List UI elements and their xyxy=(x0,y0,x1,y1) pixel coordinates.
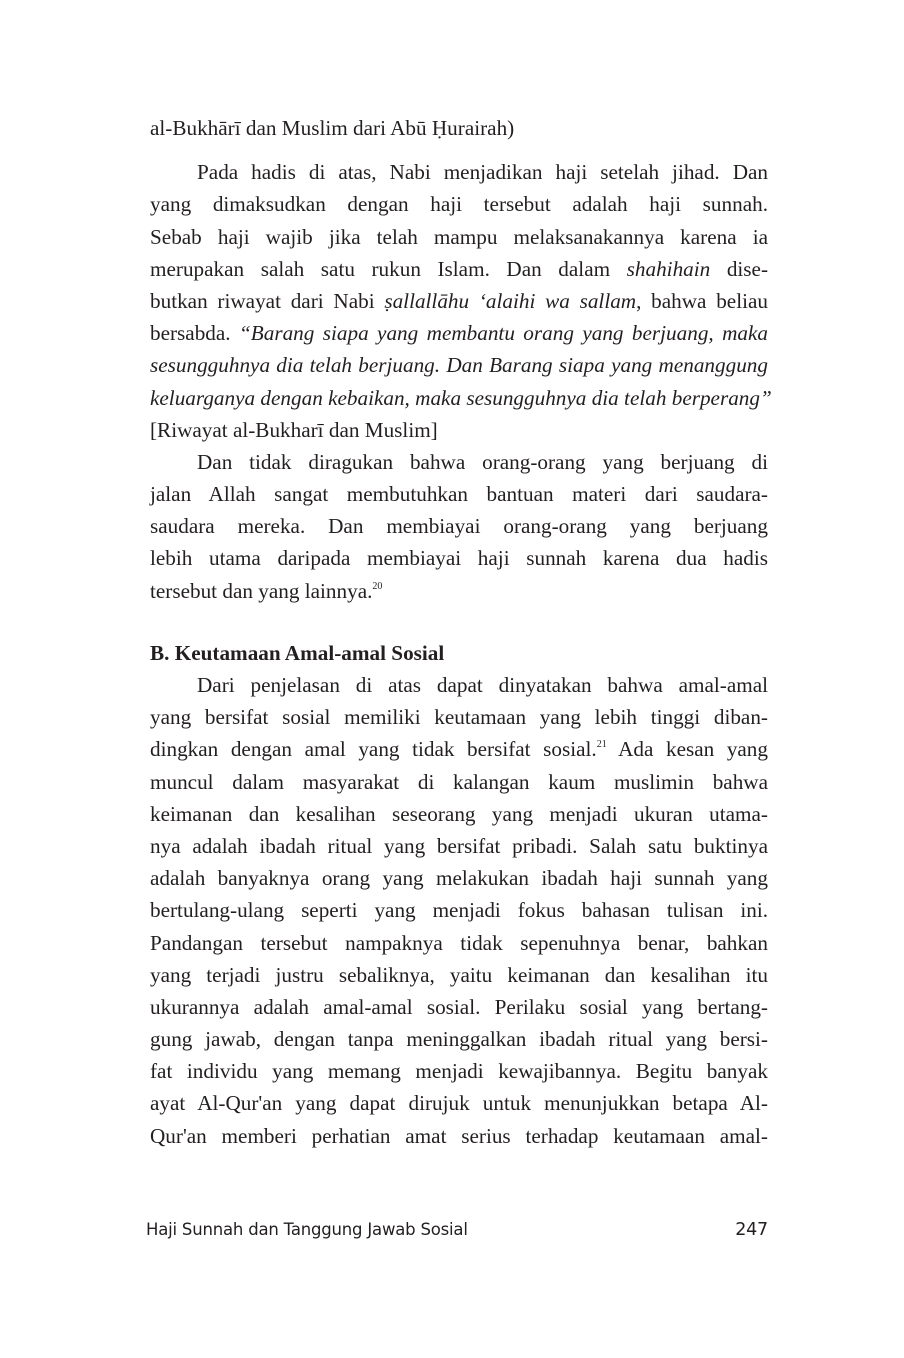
italic-quote: sesungguhnya dia telah berjuang. Dan Barang siapa yang menanggung xyxy=(150,353,768,378)
text-line xyxy=(150,253,768,285)
text-line: ayat Al-Qur'an yang dapat dirujuk untuk menunjukkan betapa Al- xyxy=(150,1091,768,1116)
text-line: Dan tidak diragukan bahwa orang-orang yang berjuang di xyxy=(197,449,768,474)
page-body xyxy=(150,112,772,1152)
italic-term: shahihain xyxy=(626,256,711,281)
text-line: fat individu yang memang menjadi kewajibannya. Begitu banyak xyxy=(150,1059,768,1084)
text-line: jalan Allah sangat membutuhkan bantuan materi dari saudara- xyxy=(150,482,768,507)
text-line: keimanan dan kesalihan seseorang yang menjadi ukuran utama- xyxy=(150,801,768,826)
paragraph-gap xyxy=(150,144,768,156)
italic-quote: “Barang siapa yang membantu orang yang berjuang, maka xyxy=(239,321,769,346)
running-title: Haji Sunnah dan Tanggung Jawab Sosial xyxy=(146,1220,468,1239)
text-span: tersebut dan yang lainnya. xyxy=(150,578,373,603)
text-span: butkan riwayat dari Nabi xyxy=(150,288,385,313)
text-line: adalah banyaknya orang yang melakukan ibadah haji sunnah yang xyxy=(150,866,768,891)
text-line: bertulang-ulang seperti yang menjadi fokus bahasan tulisan ini. xyxy=(150,898,768,923)
paragraph-social-deeds xyxy=(150,669,768,1152)
text-line: Sebab haji wajib jika telah mampu melaksanakannya karena ia xyxy=(150,224,768,249)
text-span: dingkan dengan amal yang tidak bersifat sosial. xyxy=(150,737,597,762)
text-span: merupakan salah satu rukun Islam. Dan dalam xyxy=(150,256,627,281)
section-gap xyxy=(150,607,768,637)
text-span: , bahwa beliau xyxy=(636,288,768,313)
text-line: Qur'an memberi perhatian amat serius terhadap keutamaan amal- xyxy=(150,1123,768,1148)
text-line: nya adalah ibadah ritual yang bersifat pribadi. Salah satu buktinya xyxy=(150,833,768,858)
paragraph-hadith-discussion xyxy=(150,156,772,446)
paragraph-funding-fighters xyxy=(150,446,768,607)
text-line: yang bersifat sosial memiliki keutamaan yang lebih tinggi diban- xyxy=(150,705,768,730)
text-line: lebih utama daripada membiayai haji sunnah karena dua hadis xyxy=(150,546,768,571)
text-line: gung jawab, dengan tanpa meninggalkan ibadah ritual yang bersi- xyxy=(150,1027,768,1052)
text-line xyxy=(150,575,768,607)
text-span: dise- xyxy=(710,256,769,281)
text-span: Ada kesan yang xyxy=(606,737,768,762)
text-line: Pada hadis di atas, Nabi menjadikan haji setelah jihad. Dan xyxy=(197,160,768,185)
footnote-ref[interactable]: 21 xyxy=(596,739,607,751)
text-line: yang dimaksudkan dengan haji tersebut adalah haji sunnah. xyxy=(150,192,768,217)
italic-honorific: ṣallallāhu ‘alaihi wa sallam xyxy=(384,288,637,313)
text-line: ukurannya adalah amal-amal sosial. Perilaku sosial yang bertang- xyxy=(150,994,768,1019)
text-line: yang terjadi justru sebaliknya, yaitu keimanan dan kesalihan itu xyxy=(150,962,768,987)
text-line xyxy=(150,349,768,381)
text-line xyxy=(150,317,768,349)
page-number: 247 xyxy=(735,1220,768,1240)
text-line: muncul dalam masyarakat di kalangan kaum muslimin bahwa xyxy=(150,769,768,794)
continuation-line: al-Bukhārī dan Muslim dari Abū Ḥurairah) xyxy=(150,116,515,140)
text-line xyxy=(150,382,772,414)
citation-line: [Riwayat al-Bukharī dan Muslim] xyxy=(150,417,438,442)
text-span: bersabda. xyxy=(150,321,239,346)
page-footer xyxy=(146,1220,768,1240)
text-line xyxy=(150,285,768,317)
text-line xyxy=(150,733,768,765)
text-line: Dari penjelasan di atas dapat dinyatakan bahwa amal-amal xyxy=(197,673,768,697)
footnote-ref[interactable]: 20 xyxy=(372,580,383,592)
italic-quote: keluarganya dengan kebaikan, maka sesungguhnya dia telah berperang” xyxy=(150,385,772,410)
text-line: saudara mereka. Dan membiayai orang-orang yang berjuang xyxy=(150,514,768,539)
section-heading: B. Keutamaan Amal-amal Sosial xyxy=(150,640,445,665)
text-line: Pandangan tersebut nampaknya tidak sepenuhnya benar, bahkan xyxy=(150,930,768,955)
